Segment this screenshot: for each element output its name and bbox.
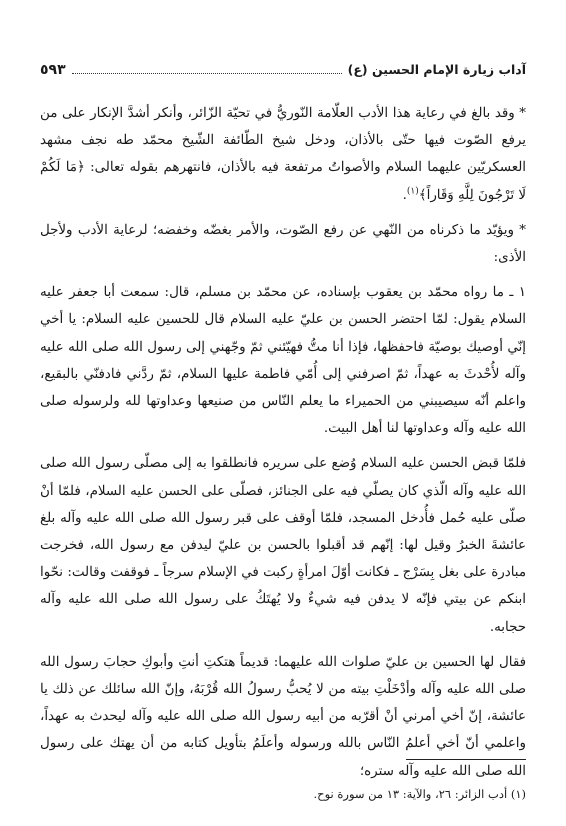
book-page — [40, 62, 526, 816]
page-number: ٥٩٣ — [40, 62, 66, 78]
header-leader-dots — [72, 63, 342, 74]
footnote-separator — [406, 759, 526, 760]
paragraph: ١ ـ ما رواه محمّد بن يعقوب بإسناده، عن محمّد بن مسلم، قال: سمعت أبا جعفر عليه السلام يقول: لمّا احتضر الحسن بن عليّ عليه السلام قال للحسين عليه السلام: يا أخي إنّي أوصيك بوصيّة فاحفظها، فإذا أنا متُّ فهيّئني ثمّ وجّهني إلى رسول الله صلى الله عليه وآله لأُحْدثَ به عهداً، ثمّ اصرفني إلى أُمّي فاطمة عليها السلام، ثمّ ردَّني فادفنّي بالبقيع، واعلم أنّه سيصيبني من الحميراء ما يعلم النّاس من صنيعها وعداوتها لله ولرسوله صلى الله عليه وآله وعداوتها لنا أهل البيت. — [40, 285, 526, 437]
paragraph: فلمّا قبض الحسن عليه السلام وُضع على سريره فانطلقوا به إلى مصلّى رسول الله صلى الله عليه وآله الّذي كان يصلّي فيه على الجنائز، فصلّى على الحسن عليه السلام، فلمّا أنْ صلّى عليه حُمل فأُدخل المسجد، فلمّا أوقف على قبر رسول الله صلى الله عليه وآله بلغ عائشةَ الخبرُ وقيل لها: إنّهم قد أقبلوا بالحسن بن عليّ ليدفن مع رسول الله، فخرجت مبادرة على بغل بِسَرْج ـ فكانت أوّلَ امرأةٍ ركبت في الإسلام سرجاً ـ فوقفت وقالت: نحّوا ابنكم عن بيتي فإنّه لا يدفن فيه شيءٌ ولا يُهتَكُ على رسول الله صلى الله عليه وآله حجابه. — [40, 456, 526, 635]
page-body — [40, 100, 526, 785]
paragraph-text: * وقد بالغ في رعاية هذا الأدب العلّامة النّوريُّ في تحيّة الزّائر، وأنكر أشدَّ الإنكار على من يرفع الصّوت فيها حتّى بالأذان، ودخل شيخ الطّائفة الشّيخ محمّد طه نجف مشهد العسكريّين عليهما السلام والأصواتُ مرتفعة فيه بالأذان، فانتهرهم بقوله تعالى: ﴿مَا لَكُمْ لَا تَرْجُونَ لِلَّهِ وَقَاراً﴾ — [40, 106, 526, 203]
paragraph: * وقد بالغ في رعاية هذا الأدب العلّامة النّوريُّ في تحيّة الزّائر، وأنكر أشدَّ الإنكار على من يرفع الصّوت فيها حتّى بالأذان، ودخل شيخ الطّائفة الشّيخ محمّد طه نجف مشهد العسكريّين عليهما السلام والأصواتُ مرتفعة فيه بالأذان، فانتهرهم بقوله تعالى: ﴿مَا لَكُمْ لَا تَرْجُونَ لِلَّهِ وَقَاراً﴾$^{(١)}$. — [40, 106, 526, 203]
paragraph: * ويؤيّد ما ذكرناه من النّهي عن رفع الصّوت، والأمر بغضّه وخفضه؛ لرعاية الأدب ولأجل الأذى: — [40, 222, 526, 266]
running-title: آداب زيارة الإمام الحسين (ع) — [347, 62, 526, 77]
running-header — [40, 62, 526, 82]
footnote: (١) أدب الزائر: ٢٦، والآية: ١٣ من سورة نوح. — [313, 787, 526, 801]
paragraph: فقال لها الحسين بن عليّ صلوات الله عليهما: قديماً هتكتِ أنتِ وأبوكِ حجابَ رسول الله صلى الله عليه وآله وأدْخَلْتِ بيته من لا يُحبُّ رسولُ الله قُرْبَهُ، وإنّ الله سائلك عن ذلك يا عائشة، إنّ أخي أمرني أنْ أقرّبه من أبيه رسول الله صلى الله عليه وآله ليحدث به عهداً، واعلمي أنّ أخي أعلمُ النّاس بالله ورسوله وأعلَمُ بتأويل كتابه من أن يهتك على رسول الله صلى الله عليه وآله ستره؛ — [40, 654, 526, 779]
footnote-marker: (١) — [406, 186, 419, 197]
